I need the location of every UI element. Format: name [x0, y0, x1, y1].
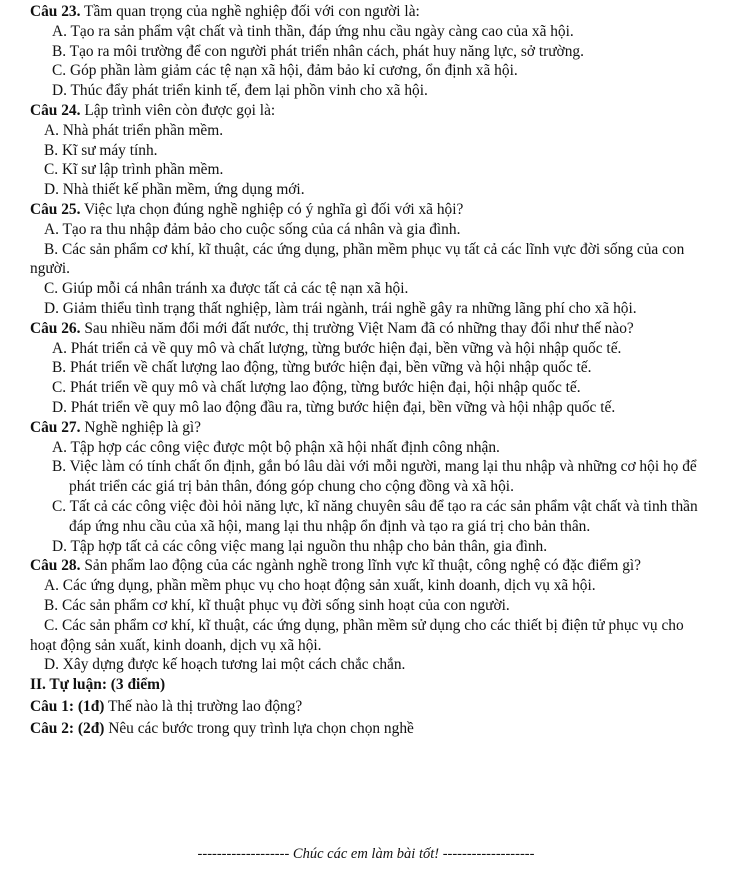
option-d: D. Xây dựng được kế hoạch tương lai một cách chắc chắn.: [44, 656, 406, 674]
question-text: Tầm quan trọng của nghề nghiệp đối với con người là:: [80, 3, 420, 20]
essay-text: Nêu các bước trong quy trình lựa chọn chọn nghề: [104, 719, 414, 737]
question-number: Câu 28.: [30, 557, 81, 575]
question-28: [30, 556, 710, 675]
option-b: B. Phát triển về chất lượng lao động, từng bước hiện đại, bền vững và hội nhập quốc tế.: [52, 359, 592, 377]
question-text: Sản phẩm lao động của các ngành nghề trong lĩnh vực kĩ thuật, công nghệ có đặc điểm gì?: [80, 557, 642, 575]
option-b: B. Các sản phẩm cơ khí, kĩ thuật phục vụ đời sống sinh hoạt của con người.: [44, 596, 510, 614]
question-text: Việc lựa chọn đúng nghề nghiệp có ý nghĩa gì đối với xã hội?: [80, 200, 464, 218]
option-a: A. Tập hợp các công việc được một bộ phận xã hội nhất định công nhận.: [52, 438, 500, 456]
option-d: D. Giảm thiểu tình trạng thất nghiệp, làm trái ngành, trái nghề gây ra những lãng phí cho xã hội.: [44, 299, 637, 317]
option-c: C. Kĩ sư lập trình phần mềm.: [44, 161, 224, 179]
option-d: D. Phát triển về quy mô lao động đầu ra, từng bước hiện đại, bền vững và hội nhập quốc tế.: [52, 398, 616, 416]
question-number: Câu 26.: [30, 319, 81, 337]
option-b: B. Tạo ra môi trường để con người phát triển nhân cách, phát huy năng lực, sở trường.: [52, 42, 584, 60]
option-b: B. Kĩ sư máy tính.: [44, 141, 158, 159]
question-text: Lập trình viên còn được gọi là:: [80, 101, 276, 119]
option-a: A. Phát triển cả về quy mô và chất lượng, từng bước hiện đại, bền vững và hội nhập quốc tế.: [52, 339, 622, 357]
essay-label: Câu 1: (1đ): [30, 697, 105, 715]
question-25: [30, 200, 710, 319]
option-a: A. Tạo ra sản phẩm vật chất và tinh thần, đáp ứng nhu cầu ngày càng cao của xã hội.: [52, 22, 574, 40]
question-stem: [30, 556, 710, 576]
closing-wish: ------------------- Chúc các em làm bài tốt! -------------------: [197, 846, 535, 862]
essay-question-1: [30, 697, 710, 717]
option-c: C. Phát triển về quy mô và chất lượng lao động, từng bước hiện đại, hội nhập quốc tế.: [52, 379, 581, 397]
option-a: A. Tạo ra thu nhập đảm bảo cho cuộc sống của cá nhân và gia đình.: [44, 220, 461, 238]
option-b: B. Các sản phẩm cơ khí, kĩ thuật, các ứng dụng, phần mềm phục vụ tất cả các lĩnh vực đời sống của con người.: [30, 240, 685, 278]
option-c: C. Tất cả các công việc đòi hỏi năng lực, kĩ năng chuyên sâu để tạo ra các sản phẩm vật chất và tinh thần đáp ứng nhu cầu của xã hội, mang lại thu nhập ổn định và tạo ra giá trị cho bản thân.: [52, 497, 698, 535]
question-number: Câu 25.: [30, 200, 81, 218]
question-number: Câu 23.: [30, 3, 81, 20]
question-stem: [30, 101, 710, 121]
option-a: A. Các ứng dụng, phần mềm phục vụ cho hoạt động sản xuất, kinh doanh, dịch vụ xã hội.: [44, 577, 596, 595]
option-c: C. Giúp mỗi cá nhân tránh xa được tất cả các tệ nạn xã hội.: [44, 280, 409, 298]
option-a: A. Nhà phát triển phần mềm.: [44, 121, 224, 139]
question-26: [30, 319, 710, 418]
section-title: II. Tự luận: (3 điểm): [30, 676, 166, 694]
essay-text: Thế nào là thị trường lao động?: [104, 697, 303, 715]
essay-label: Câu 2: (2đ): [30, 719, 105, 737]
question-number: Câu 27.: [30, 418, 81, 436]
option-b: B. Việc làm có tính chất ổn định, gắn bó lâu dài với mỗi người, mang lại thu nhập và những cơ hội họ để phát triển các giá trị bản thân, đóng góp chung cho cộng đồng và xã hội.: [52, 458, 697, 496]
option-c: C. Góp phần làm giảm các tệ nạn xã hội, đảm bảo kỉ cương, ổn định xã hội.: [52, 62, 518, 80]
question-24: [30, 101, 710, 200]
question-stem: [30, 319, 710, 339]
question-stem: [30, 2, 710, 22]
question-23: [30, 2, 710, 101]
option-d: D. Tập hợp tất cả các công việc mang lại nguồn thu nhập cho bản thân, gia đình.: [52, 537, 548, 555]
question-text: Nghề nghiệp là gì?: [80, 418, 201, 436]
question-27: [30, 418, 710, 557]
question-stem: [30, 418, 710, 438]
option-c: C. Các sản phẩm cơ khí, kĩ thuật, các ứng dụng, phần mềm sử dụng cho các thiết bị điện tử phục vụ cho hoạt động sản xuất, kinh doanh, dịch vụ xã hội.: [30, 616, 684, 654]
option-d: D. Nhà thiết kế phần mềm, ứng dụng mới.: [44, 181, 305, 199]
question-number: Câu 24.: [30, 101, 81, 119]
question-stem: [30, 200, 710, 220]
question-text: Sau nhiều năm đổi mới đất nước, thị trường Việt Nam đã có những thay đổi như thế nào?: [80, 319, 634, 337]
essay-question-2: [30, 719, 710, 739]
option-d: D. Thúc đẩy phát triển kinh tế, đem lại phồn vinh cho xã hội.: [52, 82, 428, 100]
